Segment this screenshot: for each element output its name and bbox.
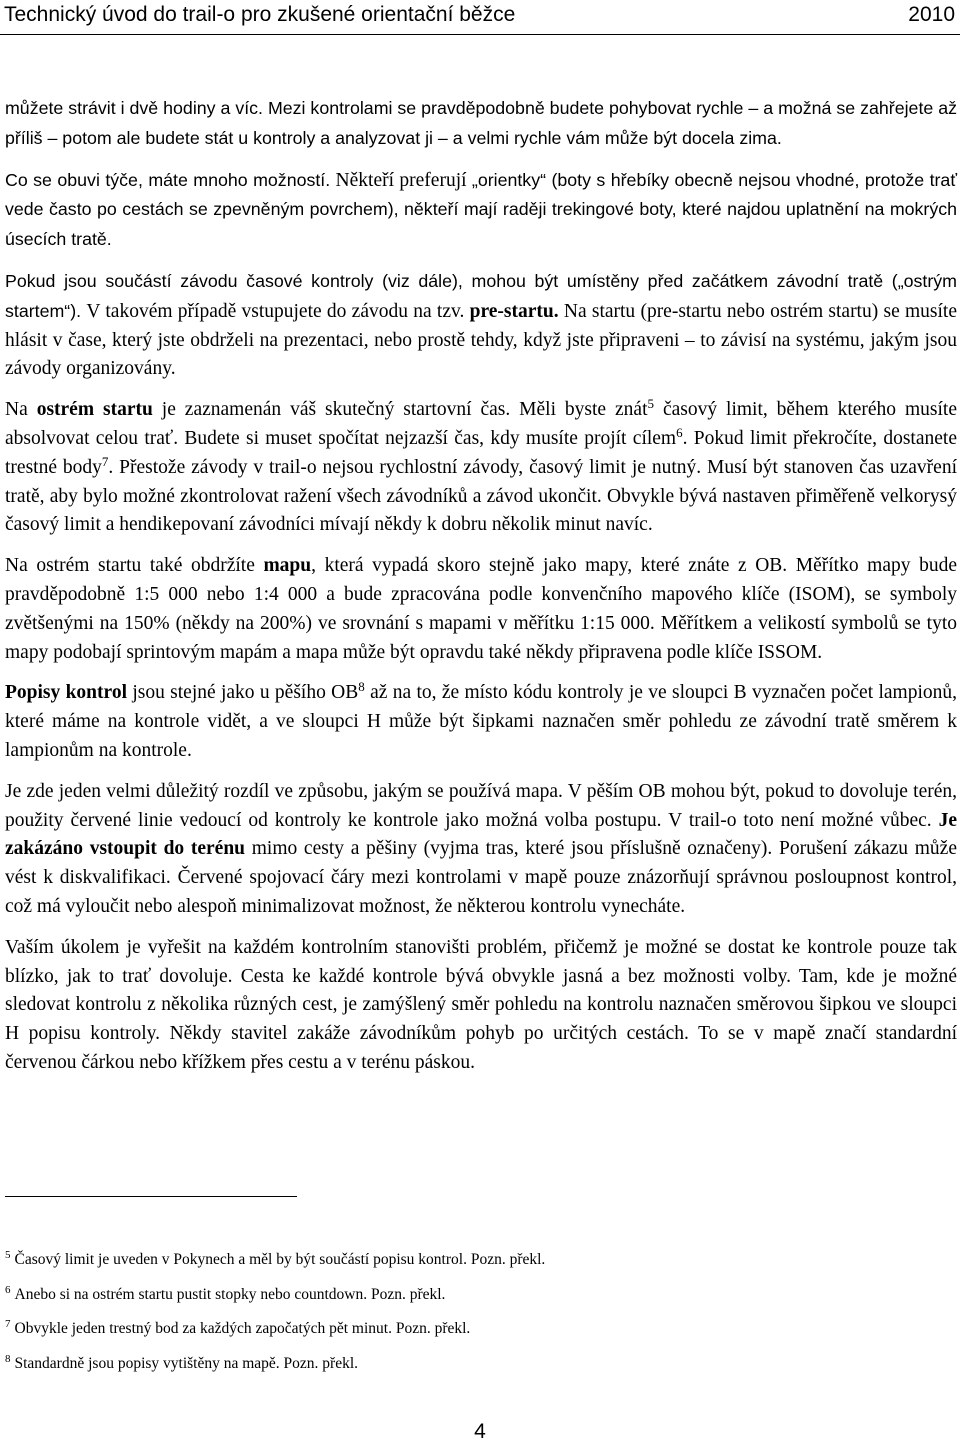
bold-term: pre-startu.: [469, 300, 559, 322]
footnote-text: Časový limit je uveden v Pokynech a měl by být součástí popisu kontrol. Pozn. překl.: [14, 1251, 546, 1268]
paragraph-text: Co se obuvi týče, máte mnoho možností.: [5, 169, 331, 190]
footnote: [5, 1319, 945, 1339]
footnote-text: Obvykle jeden trestný bod za každých započatých pět minut. Pozn. překl.: [14, 1320, 471, 1337]
paragraph-text: časový limit, během kterého musíte absolvovat celou trať. Budete si muset spočítat nejzazší čas, kdy musíte projít cílem: [5, 399, 957, 449]
footnote-number: 7: [5, 1318, 11, 1330]
paragraph: [5, 166, 957, 255]
bold-term: mapu: [263, 555, 312, 577]
paragraph-text: Je zde jeden velmi důležitý rozdíl ve způsobu, jakým se používá mapa. V pěším OB mohou být, pokud to dovoluje terén, použity červené linie vedoucí od kontroly ke kontrole jako možná volba postupu. V trail-o toto není možné vůbec.: [5, 780, 957, 831]
paragraph-text: Někteří preferují: [330, 169, 472, 191]
paragraph-text: jsou stejné jako u pěšího OB: [127, 682, 359, 704]
document-title: Technický úvod do trail-o pro zkušené orientační běžce: [4, 3, 516, 26]
footnotes: [5, 1250, 945, 1388]
document-year: 2010: [908, 3, 955, 26]
paragraph: [5, 552, 957, 667]
footnote-separator: [5, 1196, 297, 1197]
footnote-ref: 7: [101, 453, 109, 469]
paragraph-text: až na to, že místo kódu kontroly je ve sloupci B vyznačen počet lampionů, které máme na kontrole vidět, a ve sloupci H může být šipkami naznačen směr pohledu ze závodní tratě směrem k lampionům na kontrole.: [5, 682, 957, 761]
paragraph-text: V takovém případě vstupujete do závodu na tzv.: [86, 300, 470, 322]
paragraph-text: „orientky“ (boty s hřebíky obecně nejsou vhodné, protože trať vede často po cestách se zpevněným povrchem), někteří mají raději trekingové boty, které najdou uplatnění na mokrých úsecích tratě.: [5, 169, 957, 250]
paragraph: [5, 778, 957, 922]
footnote-number: 8: [5, 1352, 11, 1365]
footnote-text: Standardně jsou popisy vytištěny na mapě. Pozn. překl.: [14, 1354, 359, 1372]
bold-term: ostrém startu: [36, 399, 153, 421]
footnote-ref: 8: [358, 679, 365, 695]
paragraph: [5, 267, 957, 384]
paragraph-text: můžete strávit i dvě hodiny a víc. Mezi kontrolami se pravděpodobně budete pohybovat rychle – a možná se zahřejete až příliš – potom ale budete stát u kontroly a analyzovat ji – a velmi rychle vám může být docela zima.: [5, 98, 957, 148]
paragraph-text: Pokud jsou součástí závodu časové kontroly (viz dále), mohou být umístěny před začátkem závodní tratě („ostrým startem“).: [5, 270, 957, 321]
footnote: [5, 1285, 945, 1305]
footnote-ref: 5: [647, 396, 654, 412]
paragraph-text: Na: [5, 399, 37, 421]
footnote-number: 5: [5, 1249, 11, 1261]
paragraph: [5, 679, 957, 765]
page-header: [0, 0, 960, 35]
paragraph: [5, 934, 957, 1078]
paragraph-text: Na ostrém startu také obdržíte: [5, 555, 264, 577]
footnote: [5, 1250, 945, 1270]
paragraph: [5, 94, 957, 154]
paragraph-text: mimo cesty a pěšiny (vyjma tras, které jsou příslušně označeny). Porušení zákazu může vést k diskvalifikaci. Červené spojovací čáry mezi kontrolami v mapě pouze znázorňují správnou posloupnost kontrol, což má vyloučit nebo alespoň minimalizovat možnost, že některou kontrolu vynecháte.: [5, 838, 957, 917]
paragraph-text: , která vypadá skoro stejně jako mapy, které znáte z OB. Měřítko mapy bude pravděpodobně 1:5 000 nebo 1:4 000 a bude zpracována podle konvenčního mapového klíče (ISOM), se symboly zvětšenými na 150% (někdy na 200%) ve srovnání s mapami v měřítku 1:15 000. Měřítkem a velikostí symbolů se tyto mapy podobají sprintovým mapám a mapa může být opravdu také někdy připravena podle klíče ISSOM.: [5, 555, 957, 663]
footnote-number: 6: [5, 1283, 11, 1296]
page-number: 4: [474, 1420, 486, 1443]
paragraph-text: je zaznamenán váš skutečný startovní čas. Měli byste znát: [152, 399, 648, 421]
bold-term: Popisy kontrol: [5, 682, 127, 704]
footnote-text: Anebo si na ostrém startu pustit stopky nebo countdown. Pozn. překl.: [14, 1285, 446, 1303]
paragraph-text: . Pokud limit překročíte, dostanete trestné body: [5, 427, 957, 478]
paragraph-text: . Přestože závody v trail-o nejsou rychlostní závody, časový limit je nutný. Musí být stanoven čas uzavření tratě, aby bylo možné zkontrolovat ražení všech závodníků a závod ukončit. Obvykle bývá nastaven přiměřeně velkorysý časový limit a hendikepovaní závodníci mívají někdy k dobru několik minut navíc.: [5, 456, 957, 536]
paragraph: [5, 396, 957, 540]
footnote: [5, 1354, 945, 1374]
bold-term: Je zakázáno vstoupit do terénu: [5, 809, 957, 860]
footnote-ref: 6: [676, 424, 683, 440]
paragraph-text: Vaším úkolem je vyřešit na každém kontrolním stanovišti problém, přičemž je možné se dostat ke kontrole pouze tak blízko, jak to trať dovoluje. Cesta ke každé kontrole bývá obvykle jasná a bez možnosti volby. Tam, kde je možné sledovat kontrolu z několika různých cest, je zamýšlený směr pohledu na kontrolu naznačen směrovou šipkou ve sloupci H popisu kontroly. Někdy stavitel zakáže závodníkům pohyb po určitých cestách. To se v mapě značí standardní červenou čárkou nebo křížkem přes cestu a v terénu páskou.: [5, 936, 957, 1073]
document-body: [5, 94, 957, 1090]
paragraph-text: Na startu (pre-startu nebo ostrém startu) se musíte hlásit v čase, který jste obdrželi na prezentaci, nebo prostě tehdy, když jste připraveni – to závisí na systému, jakým jsou závody organizovány.: [5, 300, 957, 380]
